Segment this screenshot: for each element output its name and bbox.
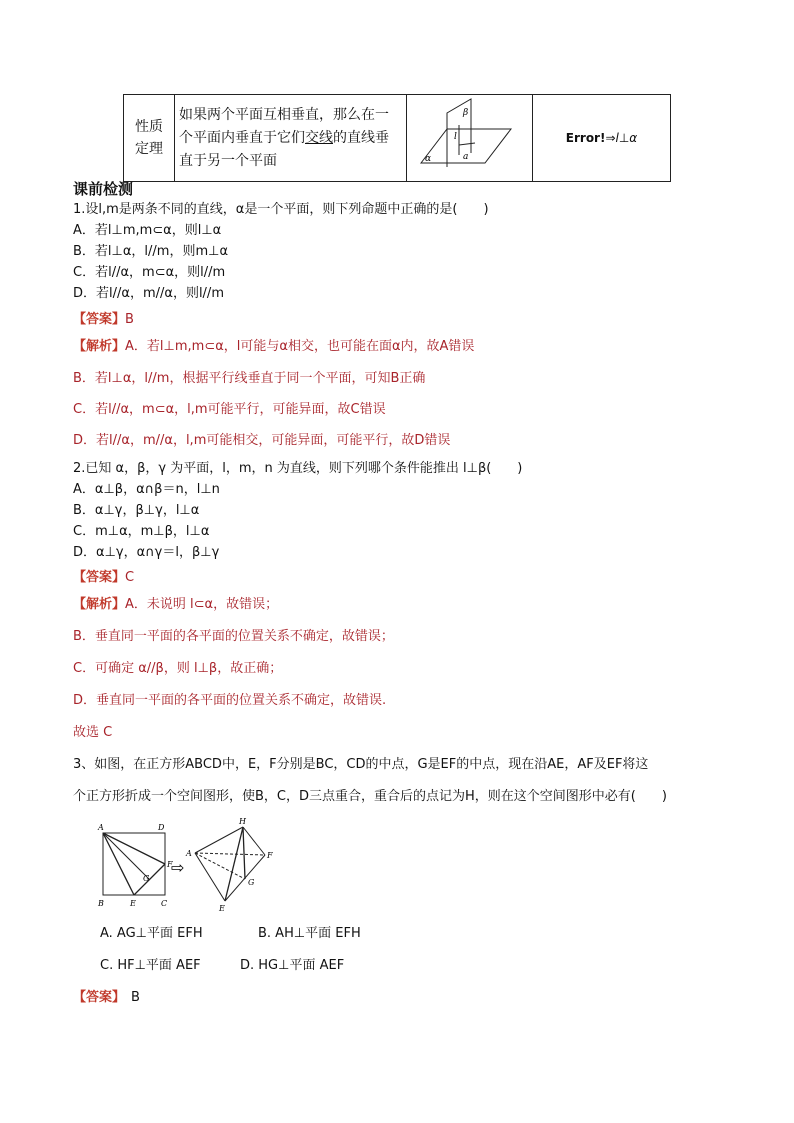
q1-analysis-c: C．若l//α，m⊂α，l,m可能平行，可能异面，故C错误 [73,402,386,417]
beta-label: β [463,108,469,118]
q2-option-a: A．α⊥β，α∩β＝n，l⊥n [73,482,220,497]
label-g: G [143,874,150,883]
a-label: a [463,152,469,162]
q3-option-a: A. AG⊥平面 EFH [100,926,203,941]
table-description-cell [175,95,407,182]
q1-option-a: A．若l⊥m,m⊂α，则l⊥α [73,223,222,238]
label-b: B [98,899,104,908]
q2-analysis-c: C．可确定 α//β，则 l⊥β，故正确； [73,661,283,676]
alpha-label: α [425,154,432,164]
folding-square-figure [95,815,290,915]
desc-line1: 如果两个平面互相垂直，那么在一 [179,106,389,123]
label-d: D [158,823,165,832]
q2-stem: 2.已知 α，β，γ 为平面，l，m，n 为直线，则下列哪个条件能推出 l⊥β( ) [73,461,523,476]
q2-answer: 【答案】C [73,570,135,585]
q2-option-d: D．α⊥γ，α∩γ＝l，β⊥γ [73,545,220,560]
q1-option-d: D．若l//α，m//α，则l//m [73,286,224,301]
table-label-line2: 定理 [135,141,163,157]
table-label-cell [124,95,175,182]
desc-line3: 直于另一个平面 [179,152,277,169]
label-a2: A [186,849,192,858]
label-c: C [161,899,168,908]
table-conclusion-cell [533,95,671,182]
label-h: H [239,817,246,826]
q2-analysis-a: 【解析】A．未说明 l⊂α，故错误； [73,597,279,612]
q3-stem-line1: 3、如图，在正方形ABCD中，E，F分别是BC，CD的中点，G是EF的中点，现在沿AE，AF及EF将这 [73,757,649,772]
section-title: 课前检测 [73,180,134,198]
label-f2: F [267,851,273,860]
q1-analysis-a: 【解析】A．若l⊥m,m⊂α，l可能与α相交，也可能在面α内，故A错误 [73,339,475,354]
conclusion-text: ⇒l⊥α [605,131,638,145]
property-table [123,94,671,182]
q1-analysis-d: D．若l//α，m//α，l,m可能相交，可能异面，可能平行，故D错误 [73,433,451,448]
table-figure-cell [407,95,533,182]
q1-stem: 1.设l,m是两条不同的直线，α是一个平面，则下列命题中正确的是( ) [73,202,489,217]
table-label-line1: 性质 [135,119,163,135]
l-label: l [454,132,457,142]
q2-option-b: B．α⊥γ，β⊥γ，l⊥α [73,503,200,518]
q3-stem-line2: 个正方形折成一个空间图形，使B，C，D三点重合，重合后的点记为H，则在这个空间图形中必有( ) [73,789,667,804]
q1-analysis-b: B．若l⊥α，l//m，根据平行线垂直于同一个平面，可知B正确 [73,371,426,386]
q2-conclusion: 故选 C [73,725,113,740]
label-f: F [167,860,173,869]
q1-option-c: C．若l//α，m⊂α，则l//m [73,265,226,280]
label-g2: G [248,878,255,887]
desc-line2: 个平面内垂直于它们交线的直线垂 [179,129,389,146]
label-e: E [130,899,136,908]
label-a: A [98,823,104,832]
q3-option-d: D. HG⊥平面 AEF [240,958,345,973]
q2-analysis-d: D．垂直同一平面的各平面的位置关系不确定，故错误. [73,693,387,708]
fold-arrow: ⇨ [171,858,185,877]
q3-option-c: C. HF⊥平面 AEF [100,958,201,973]
q3-answer: 【答案】 B [73,990,140,1005]
error-text: Error! [565,131,606,145]
label-e2: E [219,904,225,913]
perpendicular-planes-figure [407,95,532,177]
q3-option-b: B. AH⊥平面 EFH [258,926,361,941]
q2-analysis-b: B．垂直同一平面的各平面的位置关系不确定，故错误； [73,629,394,644]
q1-answer: 【答案】B [73,312,134,327]
underlined-term: 交线 [305,129,333,146]
q2-option-c: C．m⊥α，m⊥β，l⊥α [73,524,210,539]
q1-option-b: B．若l⊥α，l//m，则m⊥α [73,244,229,259]
